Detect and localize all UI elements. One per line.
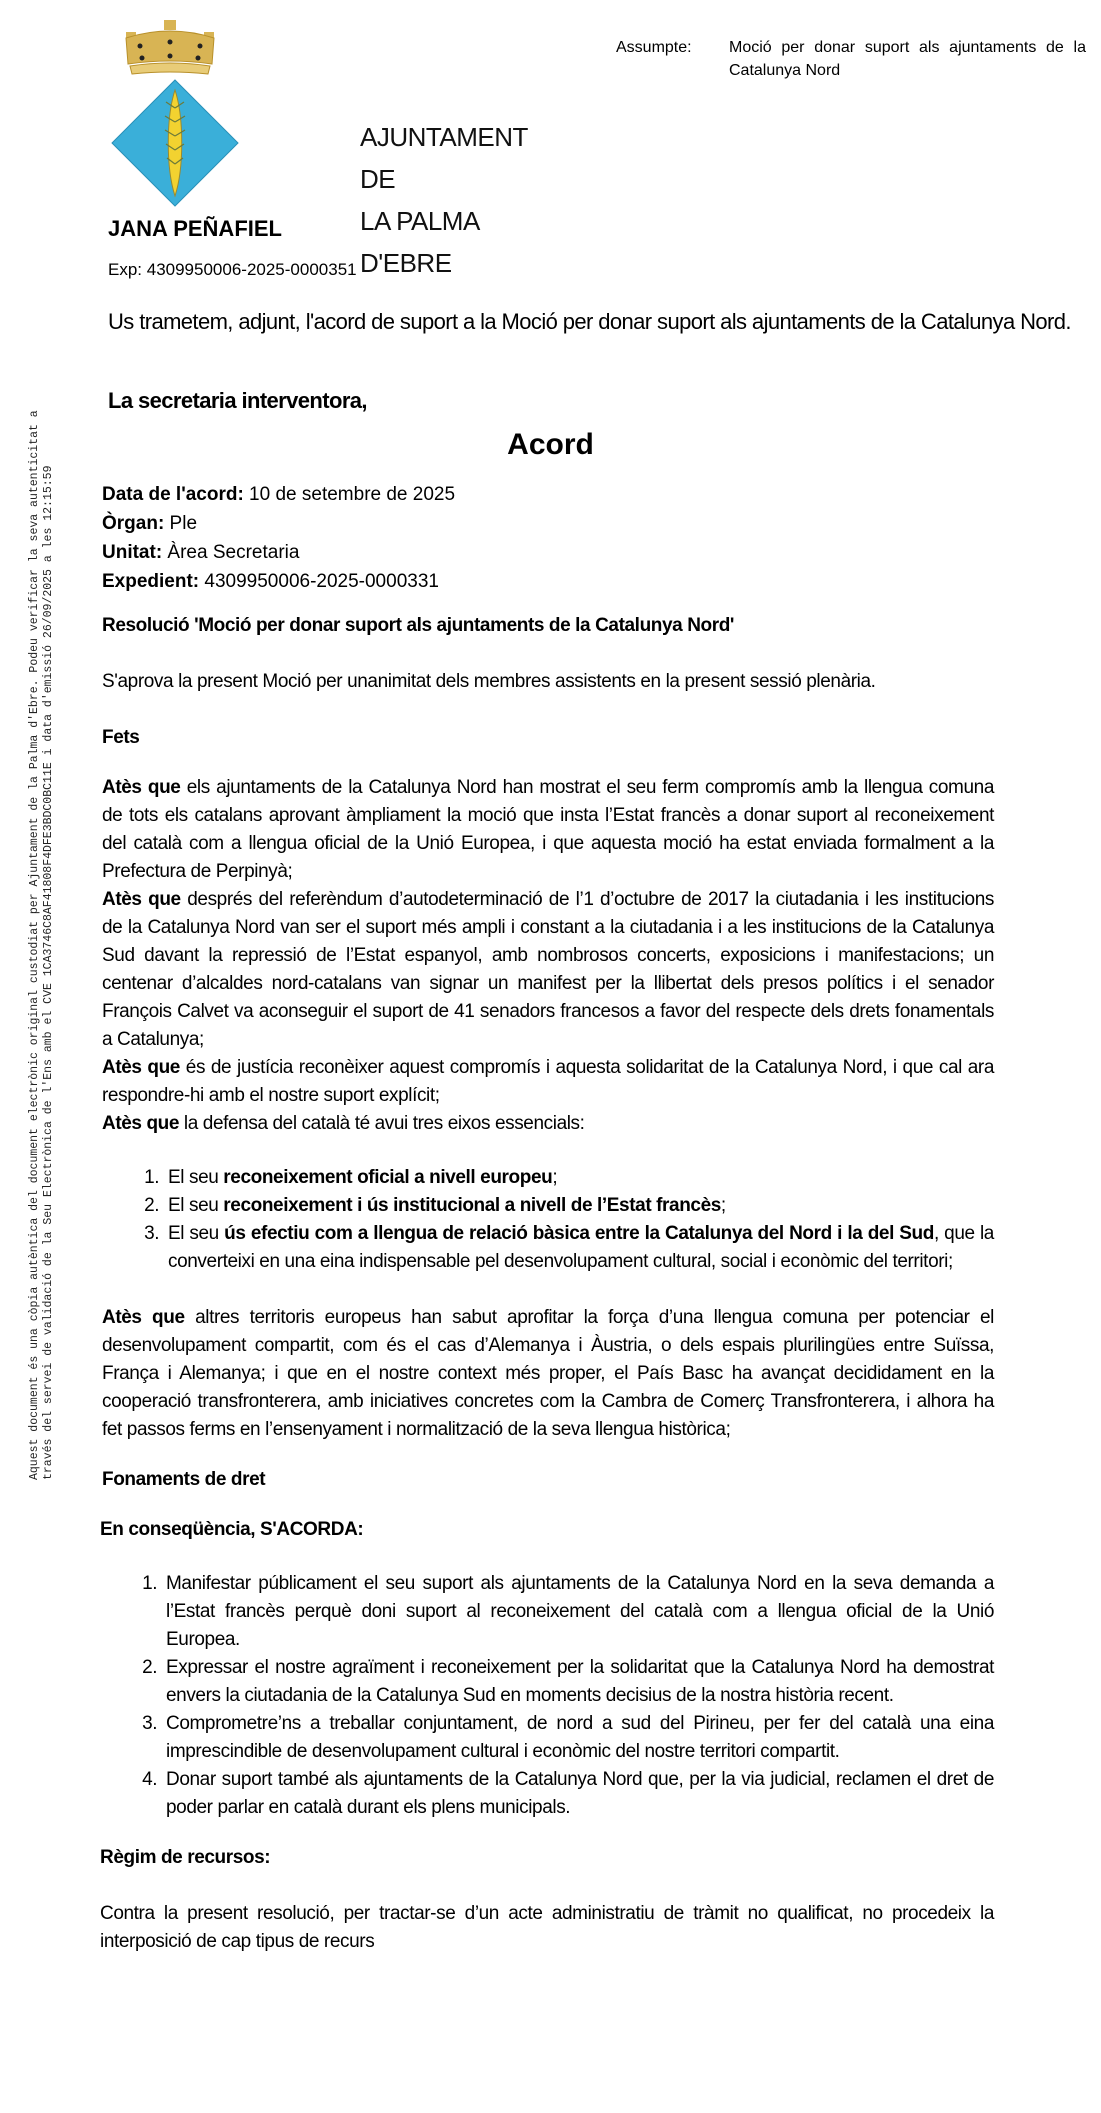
axis-bold: ús efectiu com a llengua de relació bàsica entre la Catalunya del Nord i la del Sud xyxy=(224,1223,934,1244)
agreement-metadata xyxy=(102,480,455,596)
list-item xyxy=(164,1220,994,1276)
meta-file xyxy=(102,567,455,596)
logo-line2: LA PALMA D'EBRE xyxy=(360,206,479,278)
whereas-text: després del referèndum d’autodeterminació de l’1 d’octubre de 2017 la ciutadania i les institucions de la Catalunya Nord van ser el suport més ampli i constant a la ciutadania i a les institucions de la Catalunya Sud davant la repressió de l’Estat espanyol, amb nombrosos concerts, exposicions i manifestacions; un centenar d’alcaldes nord-catalans van signar un manifest per la llibertat dels presos polítics i el senador François Calvet va aconseguir el suport de 41 senadors francesos a favor del respecte dels drets fonamentals a Catalunya; xyxy=(102,889,994,1050)
whereas-label: Atès que xyxy=(102,889,181,910)
axis-post: ; xyxy=(552,1167,558,1188)
subject-block xyxy=(616,36,1086,82)
axis-bold: reconeixement i ús institucional a nivell de l’Estat francès xyxy=(223,1195,721,1216)
axis-post: ; xyxy=(720,1195,726,1216)
meta-organ-label: Òrgan: xyxy=(102,513,165,534)
list-item: 3. Comprometre’ns a treballar conjuntament, de nord a sud del Pirineu, per fer del català una eina imprescindible de desenvolupament cultural i econòmic del nostre territori compartit. xyxy=(162,1710,994,1766)
appeals-heading: Règim de recursos: xyxy=(100,1847,271,1868)
intro-text: Us trametem, adjunt, l'acord de suport a la Moció per donar suport als ajuntaments de la Catalunya Nord. xyxy=(108,309,1071,334)
logo-text xyxy=(360,116,527,284)
list-item: 1. Manifestar públicament el seu suport als ajuntaments de la Catalunya Nord en la seva demanda a l’Estat francès perquè doni suport al reconeixement del català com a llengua oficial de la Unió Europea. xyxy=(162,1570,994,1654)
axis-bold: reconeixement oficial a nivell europeu xyxy=(223,1167,553,1188)
fets-heading: Fets xyxy=(102,727,140,748)
list-item xyxy=(164,1192,994,1220)
authenticity-note xyxy=(28,300,56,1480)
whereas-text: és de justícia reconèixer aquest compromís i aquesta solidaritat de la Catalunya Nord, i que cal ara respondre-hi amb el nostre suport explícit; xyxy=(102,1057,994,1106)
subject-label: Assumpte: xyxy=(616,39,692,56)
meta-date-value: 10 de setembre de 2025 xyxy=(243,484,456,505)
axis-pre: El seu xyxy=(168,1223,225,1244)
authenticity-note-line1: Aquest document és una còpia autèntica del document electrònic original custodiat per Ajuntament de la Palma d'Ebre. Podeu verificar la seva autenticitat a xyxy=(28,410,41,1480)
axis-pre: El seu xyxy=(168,1195,224,1216)
legal-basis-heading: Fonaments de dret xyxy=(102,1469,266,1490)
meta-file-value: 4309950006-2025-0000331 xyxy=(199,571,439,592)
agreements-list xyxy=(102,1570,994,1822)
meta-date-label: Data de l'acord: xyxy=(102,484,244,505)
meta-unit-value: Àrea Secretaria xyxy=(162,542,300,563)
resolution-title: Resolució 'Moció per donar suport als ajuntaments de la Catalunya Nord' xyxy=(102,615,735,636)
approval-text: S'aprova la present Moció per unanimitat dels membres assistents en la present sessió plenària. xyxy=(102,671,876,692)
shield-diamond-icon xyxy=(110,78,240,208)
whereas-text: la defensa del català té avui tres eixos essencials: xyxy=(179,1113,585,1134)
whereas-text: els ajuntaments de la Catalunya Nord han mostrat el seu ferm compromís amb la llengua comuna de tots els catalans aprovant àmpliament la moció que insta l’Estat francès a donar suport al reconeixement del català com a llengua oficial de la Unió Europea, i que aquesta moció ha estat enviada formalment a la Prefectura de Perpinyà; xyxy=(102,777,994,882)
meta-unit-label: Unitat: xyxy=(102,542,163,563)
essential-axes-list xyxy=(102,1164,994,1276)
whereas-label: Atès que xyxy=(102,777,181,798)
signer-title: La secretaria interventora, xyxy=(108,388,367,413)
subject-value: Moció per donar suport als ajuntaments de la Catalunya Nord xyxy=(729,39,1086,79)
meta-file-label: Expedient: xyxy=(102,571,200,592)
axis-post: , que la converteixi en una eina indispensable pel desenvolupament cultural, social i econòmic del territori; xyxy=(168,1223,994,1272)
authenticity-note-line2: través del servei de validació de la Seu Electrònica de l'Ens amb el CVE 1CA3746C8AF41808F4DFE3BDC0BC11E i data d'emissió 26/09/2025 a les 12:15:59 xyxy=(42,465,55,1480)
whereas-text: altres territoris europeus han sabut aprofitar la força d’una llengua comuna per potenciar el desenvolupament compartit, com és el cas d’Alemanya i Àustria, o dels espais plurilingües entre Suïssa, França i Alemanya; i que en el nostre context més proper, el País Basc ha avançat decididament en la cooperació transfronterera, amb iniciatives concretes com la Cambra de Comerç Transfronterera, i alhora ha fet passos ferms en l’ensenyament i normalització de la seva llengua històrica; xyxy=(102,1307,994,1440)
list-item: 4. Donar suport també als ajuntaments de la Catalunya Nord que, per la via judicial, reclamen el dret de poder parlar en català durant els plens municipals. xyxy=(162,1766,994,1822)
meta-date xyxy=(102,480,455,509)
whereas-paragraph xyxy=(102,1110,994,1138)
page-title xyxy=(0,428,1101,462)
whereas-paragraph xyxy=(102,774,994,886)
acord-title: Acord xyxy=(507,428,594,461)
resolves-heading: En conseqüència, S'ACORDA: xyxy=(100,1519,364,1540)
crown-icon xyxy=(120,16,220,76)
list-item xyxy=(164,1164,994,1192)
agreement-body xyxy=(102,612,994,1956)
recipient-name: JANA PEÑAFIEL xyxy=(108,216,282,241)
meta-organ xyxy=(102,509,455,538)
appeals-text: Contra la present resolució, per tractar-se d’un acte administratiu de tràmit no qualificat, no procedeix la interposició de cap tipus de recurs xyxy=(100,1903,994,1952)
meta-organ-value: Ple xyxy=(164,513,198,534)
whereas-paragraph xyxy=(102,886,994,1054)
whereas-label: Atès que xyxy=(102,1057,180,1078)
axis-pre: El seu xyxy=(168,1167,224,1188)
logo-line1: AJUNTAMENT DE xyxy=(360,122,528,194)
file-number: Exp: 4309950006-2025-0000351 xyxy=(108,260,357,279)
whereas-paragraph xyxy=(102,1304,994,1444)
meta-unit xyxy=(102,538,455,567)
list-item: 2. Expressar el nostre agraïment i reconeixement per la solidaritat que la Catalunya Nord ha demostrat envers la ciutadania de la Catalunya Sud en moments decisius de la nostra història recent. xyxy=(162,1654,994,1710)
whereas-label: Atès que xyxy=(102,1113,180,1134)
whereas-paragraph xyxy=(102,1054,994,1110)
whereas-label: Atès que xyxy=(102,1307,185,1328)
